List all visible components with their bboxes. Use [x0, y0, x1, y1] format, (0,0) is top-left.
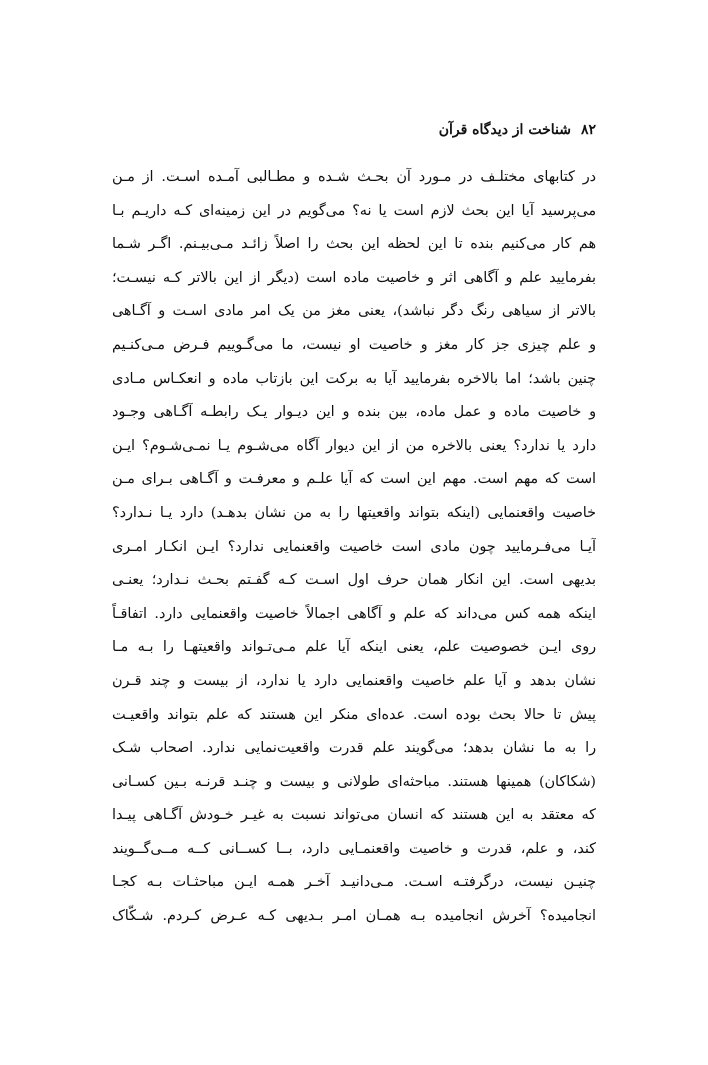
text-line: هم کار می‌کنیم بنده تا این لحظه این بحث را اصلاً زائـد مـی‌بیـنم. اگـر شـما [112, 236, 596, 253]
text-line: را به ما نشان بدهد؛ می‌گویند علم قدرت واقعیت‌نمایی ندارد. اصحاب شـک [112, 740, 596, 757]
text-line: کند، و علم، قدرت و خاصیت واقعنمـایی دارد، بــا کســانی کــه مــی‌گــویند [112, 840, 596, 857]
text-line: دارد یا ندارد؟ یعنی بالاخره من از این دیوار آگاه می‌شـوم یـا نمـی‌شـوم؟ ایـن [112, 437, 596, 454]
text-line: (شکاکان) همینها هستند. مباحثه‌ای طولانی و بیست و چنـد قرنـه بـین کسـانی [112, 773, 596, 790]
text-line: پیش تا حالا بحث بوده است. عده‌ای منکر این هستند که علم بتواند واقعیـت [112, 706, 596, 723]
text-line: انجامیده؟ آخرش انجامیده بـه همـان امـر بـدیهی کـه عـرض کـردم. شـکّاک [112, 908, 596, 925]
text-line: خاصیت واقعنمایی (اینکه بتواند واقعیتها را به من نشان بدهـد) دارد یـا نـدارد؟ [112, 504, 596, 521]
running-header [112, 116, 596, 144]
text-line: است که مهم است. مهم این است که آیا علـم و معرفـت و آگـاهی بـرای مـن [112, 471, 596, 488]
text-line: بالاتر از سیاهی رنگ دگر نباشد)، یعنی مغز من یک امر مادی اسـت و آگـاهی [112, 303, 596, 320]
text-line: بدیهی است. این انکار همان حرف اول اسـت کـه گفـتم بحـث نـدارد؛ یعنـی [112, 572, 596, 589]
text-line: و خاصیت ماده و عمل ماده، بین بنده و این دیـوار یـک رابطـه آگـاهی وجـود [112, 404, 596, 421]
text-line: که معتقد به این هستند که انسان می‌تواند نسبت به غیـر خـودش آگـاهی پیـدا [112, 807, 596, 824]
text-line: بفرمایید علم و آگاهی اثر و خاصیت ماده است (دیگر از این بالاتر کـه نیسـت؛ [112, 269, 596, 286]
text-line: و علم چیزی جز کار مغز و خاصیت او نیست، ما می‌گـوییم فـرض مـی‌کنـیم [112, 336, 596, 353]
text-line: می‌پرسید آیا این بحث لازم است یا نه؟ می‌گویم در این زمینه‌ای کـه داریـم بـا [112, 202, 596, 219]
text-line: در کتابهای مختلـف در مـورد آن بحـث شـده و مطـالبی آمـده اسـت. از مـن [112, 169, 596, 185]
text-line: آیـا می‌فـرمایید چون مادی است خاصیت واقعنمایی ندارد؟ ایـن انکـار امـری [112, 538, 596, 555]
running-title: شناخت از دیدگاه قرآن [438, 122, 571, 138]
text-line: چنین باشد؛ اما بالاخره بفرمایید آیا به برکت این بازتاب ماده و انعکـاس مـادی [112, 370, 596, 387]
text-line: اینکه همه کس می‌داند که علم و آگاهی اجمالاً خاصیت واقعنمایی دارد. اتفاقـاً [112, 605, 596, 622]
page-number: ۸۲ [580, 122, 596, 138]
text-line: روی ایـن خصوصیت علم، یعنی اینکه آیا علم مـی‌تـواند واقعیتهـا را بـه مـا [112, 639, 596, 656]
body-text [112, 161, 596, 934]
text-line: چنیـن نیست، درگرفتـه اسـت. مـی‌دانیـد آخـر همـه ایـن مباحثـات بـه کجـا [112, 874, 596, 891]
text-line: نشان بدهد و آیا علم خاصیت واقعنمایی دارد یا ندارد، از بیست و چند قـرن [112, 672, 596, 689]
